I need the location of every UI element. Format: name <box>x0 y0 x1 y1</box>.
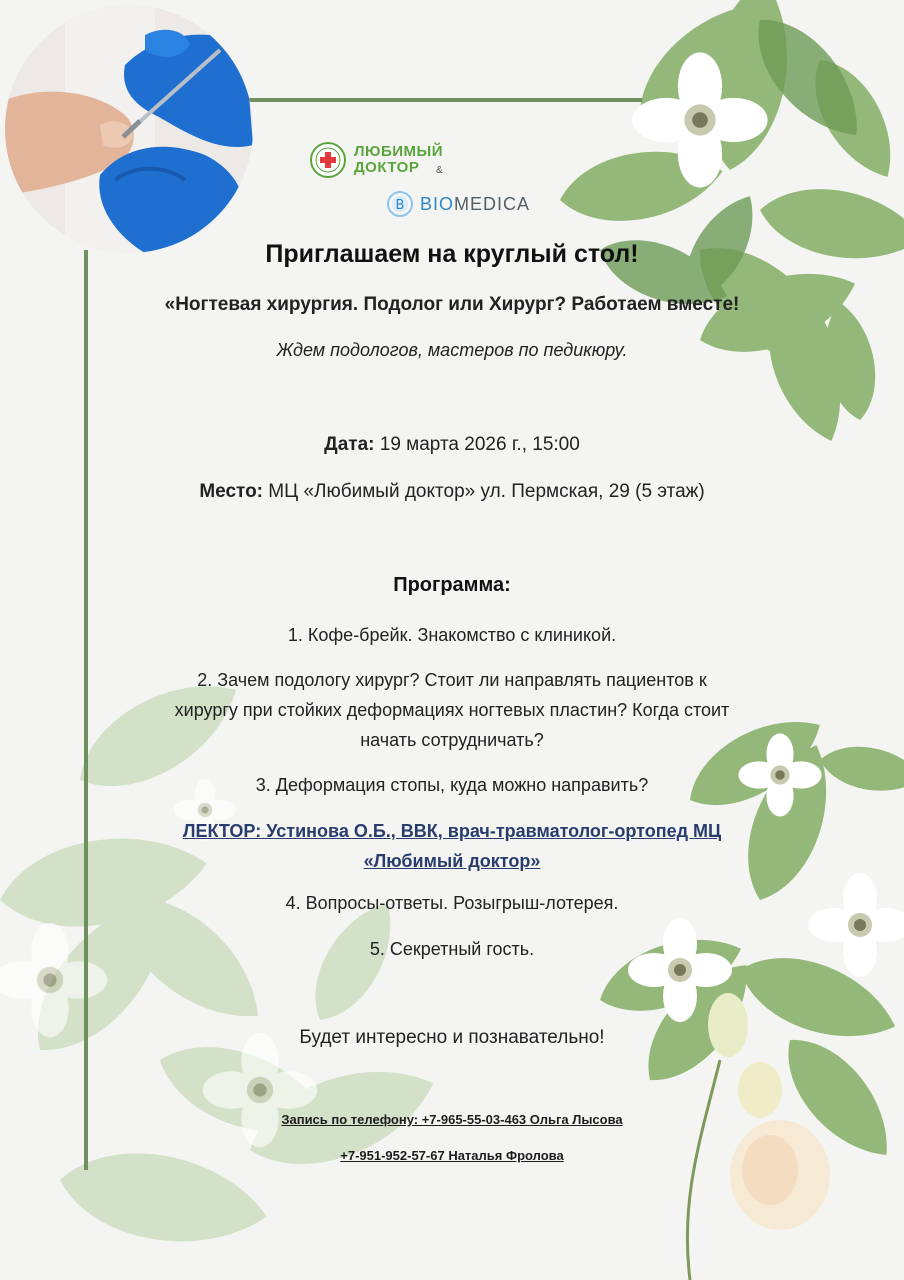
place-label: Место: <box>199 481 264 502</box>
svg-text:B: B <box>395 198 405 213</box>
date-value: 19 марта 2026 г., 15:00 <box>374 434 580 455</box>
program-item-1: 1. Кофе-брейк. Знакомство с клиникой. <box>287 625 617 645</box>
program-item-3: 3. Деформация стопы, куда можно направить? <box>255 775 649 795</box>
biomedica-logo-part2: MEDICA <box>454 193 531 214</box>
closing-text: Будет интересно и познавательно! <box>299 1027 605 1048</box>
program-heading: Программа: <box>393 574 511 596</box>
biomedica-logo <box>386 190 530 218</box>
clinic-logo <box>310 142 443 178</box>
logo-ampersand: & <box>436 165 443 176</box>
biomedica-b-icon <box>386 190 414 218</box>
clinic-logo-line2: ДОКТОР <box>354 159 420 176</box>
program-item-2 <box>0 665 904 755</box>
program-item-2-line-1: 2. Зачем подологу хирург? Стоит ли направлять пациентов к <box>197 670 707 690</box>
clinic-logo-line1: ЛЮБИМЫЙ <box>354 143 444 160</box>
lector-line-2: «Любимый доктор» <box>363 851 541 871</box>
pedicure-photo <box>5 5 253 253</box>
event-place <box>0 481 904 503</box>
event-subtitle: «Ногтевая хирургия. Подолог или Хирург? Работаем вместе! <box>164 294 740 315</box>
biomedica-logo-part1: BIO <box>420 193 455 214</box>
invite-text: Ждем подологов, мастеров по педикюру. <box>276 340 628 360</box>
page-title: Приглашаем на круглый стол! <box>265 240 639 268</box>
lector-line-1: ЛЕКТОР: Устинова О.Б., ВВК, врач-травматолог-ортопед МЦ <box>182 821 722 841</box>
lector-info <box>0 816 904 876</box>
medical-cross-seal-icon <box>310 142 346 178</box>
date-label: Дата: <box>324 434 375 455</box>
program-item-5: 5. Секретный гость. <box>369 939 535 959</box>
place-value: МЦ «Любимый доктор» ул. Пермская, 29 (5 этаж) <box>263 481 705 502</box>
event-date <box>0 434 904 456</box>
program-item-4: 4. Вопросы-ответы. Розыгрыш-лотерея. <box>285 893 619 913</box>
program-item-2-line-3: начать сотрудничать? <box>360 730 544 750</box>
program-item-2-line-2: хирургу при стойких деформациях ногтевых пластин? Когда стоит <box>174 700 730 720</box>
contact-line-1[interactable]: Запись по телефону: +7-965-55-03-463 Ольга Лысова <box>281 1112 623 1127</box>
contact-line-2[interactable]: +7-951-952-57-67 Наталья Фролова <box>340 1148 564 1163</box>
frame-top-line <box>232 98 642 102</box>
